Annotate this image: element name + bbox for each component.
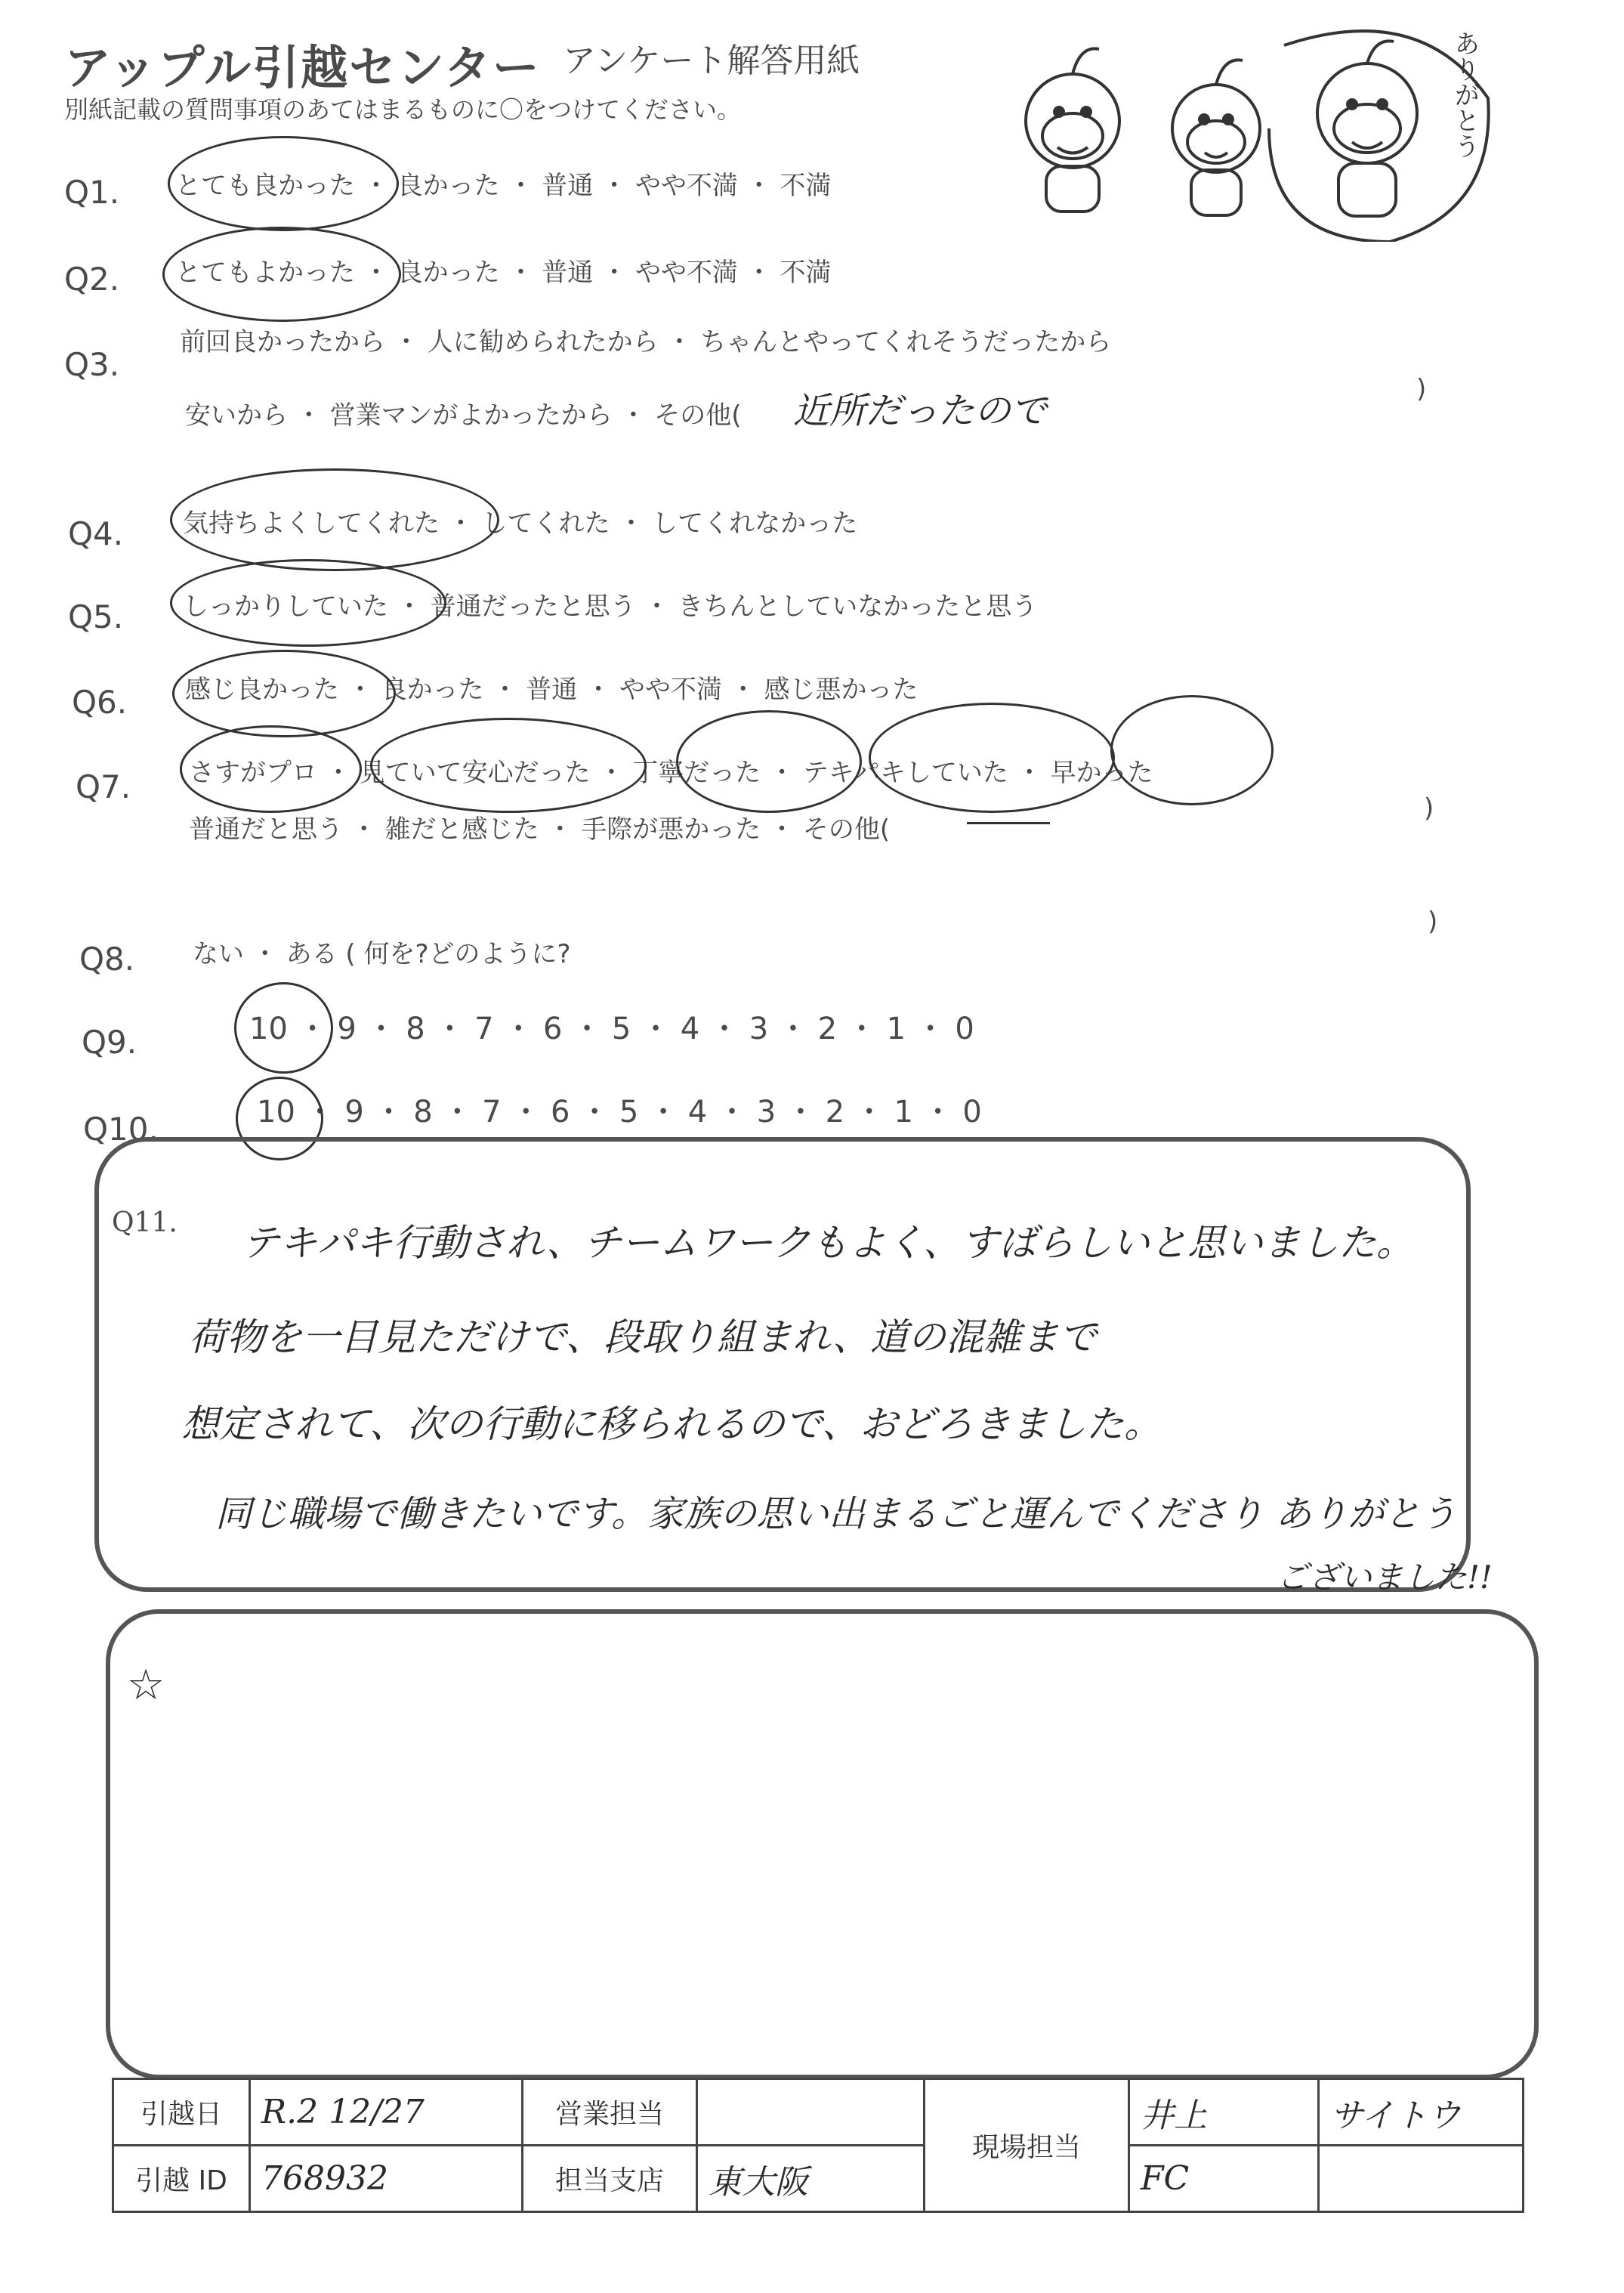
q9-option-9[interactable]: 9 (337, 1012, 357, 1046)
q7-circle-reassuring (370, 718, 647, 813)
q7-line2: 普通だと思う ・ 雑だと感じた ・ 手際が悪かった ・ その他( (189, 814, 891, 845)
instruction-text: 別紙記載の質問事項のあてはまるものに〇をつけてください。 (64, 95, 742, 124)
q7-circle-polite (676, 710, 862, 813)
q5-number: Q5. (68, 598, 124, 635)
q9-option-10[interactable]: 10 (249, 1012, 288, 1046)
q2-option-good[interactable]: 良かった (397, 258, 500, 288)
q4-option-did-not[interactable]: してくれなかった (652, 508, 858, 539)
q9-scale: 10 ・ 9 ・ 8 ・ 7 ・ 6 ・ 5 ・ 4 ・ 3 ・ 2 ・ 1 ・ 0 (249, 1012, 974, 1046)
q6-sep: ・ (347, 675, 373, 705)
q6-sep: ・ (492, 675, 518, 705)
q9-option-0[interactable]: 0 (955, 1012, 974, 1046)
q1-option-dissatisfied[interactable]: 不満 (780, 171, 832, 201)
q3-other-answer: 近所だったので (793, 390, 1048, 432)
q1-option-somewhat-dissatisfied[interactable]: やや不満 (634, 171, 738, 201)
site-rep-value-3: FC (1129, 2146, 1319, 2212)
q1-option-good[interactable]: 良かった (397, 171, 500, 201)
moving-id-value: 768932 (250, 2146, 523, 2212)
q2-number: Q2. (64, 261, 120, 298)
site-rep-value-2: サイトウ (1319, 2079, 1524, 2146)
q6-option-pleasant[interactable]: 感じ良かった (185, 675, 339, 705)
q1-sep: ・ (601, 171, 628, 201)
q9-option-1[interactable]: 1 (886, 1012, 906, 1046)
sales-rep-label: 営業担当 (523, 2079, 697, 2146)
site-rep-value-4 (1319, 2146, 1524, 2212)
q9-option-4[interactable]: 4 (680, 1012, 700, 1046)
q9-number: Q9. (82, 1024, 137, 1061)
star-comment-box[interactable] (106, 1609, 1539, 2079)
q4-option-pleasant[interactable]: 気持ちよくしてくれた (183, 508, 440, 539)
q8-text: ない ・ ある ( 何を?どのように? (193, 939, 571, 969)
q10-option-4[interactable]: 4 (687, 1095, 708, 1130)
star-icon: ☆ (127, 1661, 165, 1710)
q11-number: Q11. (112, 1207, 178, 1238)
branch-label: 担当支店 (523, 2146, 697, 2212)
q2-option-normal[interactable]: 普通 (542, 258, 594, 288)
q10-option-6[interactable]: 6 (551, 1095, 570, 1130)
q2-sep: ・ (363, 258, 389, 288)
q6-sep: ・ (585, 675, 612, 705)
company-name: アップル引越センター (64, 40, 541, 95)
q4-selection-circle (170, 468, 499, 571)
q1-sep: ・ (746, 171, 772, 201)
q2-sep: ・ (601, 258, 628, 288)
info-row-2 (113, 2146, 1524, 2212)
q7-option-pro[interactable]: さすがプロ (189, 758, 317, 788)
q6-option-somewhat-dissatisfied[interactable]: やや不満 (619, 675, 722, 705)
q10-option-5[interactable]: 5 (619, 1095, 639, 1130)
q7-sep: ・ (1016, 758, 1042, 788)
q2-sep: ・ (508, 258, 534, 288)
q10-option-3[interactable]: 3 (756, 1095, 776, 1130)
q11-comment-line-4: 同じ職場で働きたいです。家族の思い出まるごと運んでくださり ありがとう (215, 1493, 1457, 1535)
q7-circle-efficient (869, 703, 1115, 813)
q5-sep: ・ (396, 592, 422, 622)
q9-option-7[interactable]: 7 (474, 1012, 494, 1046)
q7-other-dash (967, 822, 1050, 824)
q4-sep: ・ (618, 508, 644, 539)
q9-option-3[interactable]: 3 (749, 1012, 769, 1046)
q10-scale: 10 ・ 9 ・ 8 ・ 7 ・ 6 ・ 5 ・ 4 ・ 3 ・ 2 ・ 1 ・ 0 (257, 1095, 982, 1130)
q10-option-2[interactable]: 2 (825, 1095, 845, 1130)
q1-sep: ・ (508, 171, 534, 201)
q6-selection-circle (172, 650, 396, 737)
site-rep-label: 現場担当 (925, 2079, 1129, 2212)
q7-option-reassuring[interactable]: 見ていて安心だった (359, 758, 591, 788)
q5-option-not-proper[interactable]: きちんとしていなかったと思う (678, 592, 1038, 622)
q5-option-solid[interactable]: しっかりしていた (183, 592, 388, 622)
thanks-text: ありがとう (1450, 30, 1480, 159)
q10-option-1[interactable]: 1 (894, 1095, 913, 1130)
moving-date-value: R.2 12/27 (250, 2079, 523, 2146)
q7-sep: ・ (598, 758, 625, 788)
q7-option-fast[interactable]: 早かった (1050, 758, 1153, 788)
q7-option-efficient[interactable]: テキパキしていた (802, 758, 1008, 788)
q1-option-very-good[interactable]: とても良かった (175, 171, 355, 201)
q10-option-7[interactable]: 7 (482, 1095, 502, 1130)
q7-sep: ・ (769, 758, 795, 788)
info-row-1 (113, 2079, 1524, 2146)
q10-option-9[interactable]: 9 (344, 1095, 364, 1130)
q11-comment-line-2: 荷物を一目見ただけで、段取り組まれ、道の混雑まで (189, 1315, 1097, 1359)
q3-line1: 前回良かったから ・ 人に勧められたから ・ ちゃんとやってくれそうだったから (180, 327, 1112, 357)
q2-option-somewhat-dissatisfied[interactable]: やや不満 (634, 258, 738, 288)
q7-circle-fast (1110, 695, 1274, 805)
q2-selection-circle (162, 227, 401, 322)
q3-close-paren: ) (1416, 374, 1427, 404)
q6-option-normal[interactable]: 普通 (526, 675, 578, 705)
q10-option-10[interactable]: 10 (257, 1095, 295, 1130)
q8-number: Q8. (79, 941, 135, 978)
q2-option-dissatisfied[interactable]: 不満 (780, 258, 832, 288)
q9-option-8[interactable]: 8 (406, 1012, 425, 1046)
q2-option-very-good[interactable]: とてもよかった (175, 258, 355, 288)
q9-option-6[interactable]: 6 (543, 1012, 563, 1046)
q1-number: Q1. (64, 174, 120, 211)
q7-option-polite[interactable]: 丁寧だった (632, 758, 761, 788)
moving-date-label: 引越日 (113, 2079, 250, 2146)
q4-number: Q4. (68, 515, 124, 552)
q1-option-normal[interactable]: 普通 (542, 171, 594, 201)
q7-circle-pro (180, 725, 362, 813)
sales-rep-value (697, 2079, 925, 2146)
q7-sep: ・ (325, 758, 351, 788)
q8-close-paren: ) (1428, 907, 1438, 937)
q6-option-unpleasant[interactable]: 感じ悪かった (764, 675, 919, 705)
q7-number: Q7. (76, 768, 131, 805)
q4-option-did[interactable]: してくれた (481, 508, 610, 539)
q2-sep: ・ (746, 258, 772, 288)
q3-line2: 安いから ・ 営業マンがよかったから ・ その他( (185, 400, 742, 431)
q10-number: Q10. (83, 1111, 159, 1148)
q11-comment-line-3: 想定されて、次の行動に移られるので、おどろきました。 (181, 1402, 1162, 1446)
q11-comment-line-1: テキパキ行動され、チームワークもよく、すばらしいと思いました。 (242, 1221, 1414, 1265)
q6-number: Q6. (72, 684, 128, 721)
moving-id-label: 引越 ID (113, 2146, 250, 2212)
q3-number: Q3. (64, 346, 120, 383)
site-rep-value-1: 井上 (1129, 2079, 1319, 2146)
q9-option-2[interactable]: 2 (817, 1012, 838, 1046)
q6-option-good[interactable]: 良かった (381, 675, 484, 705)
q5-sep: ・ (644, 592, 670, 622)
q11-comment-line-5: ございました!! (1277, 1559, 1493, 1596)
branch-value: 東大阪 (697, 2146, 925, 2212)
q4-sep: ・ (447, 508, 474, 539)
q6-sep: ・ (730, 675, 756, 705)
q5-selection-circle (170, 559, 446, 647)
q7-close-paren: ) (1424, 793, 1434, 824)
q10-option-0[interactable]: 0 (962, 1095, 982, 1130)
info-table (112, 2078, 1524, 2213)
mascot-illustration (967, 15, 1541, 242)
sheet-title: アンケート解答用紙 (563, 42, 860, 80)
q9-selection-circle (234, 982, 333, 1074)
q1-sep: ・ (363, 171, 389, 201)
q1-selection-circle (168, 136, 399, 231)
q5-option-normal[interactable]: 普通だったと思う (430, 592, 636, 622)
q10-option-8[interactable]: 8 (413, 1095, 433, 1130)
q9-option-5[interactable]: 5 (611, 1012, 631, 1046)
